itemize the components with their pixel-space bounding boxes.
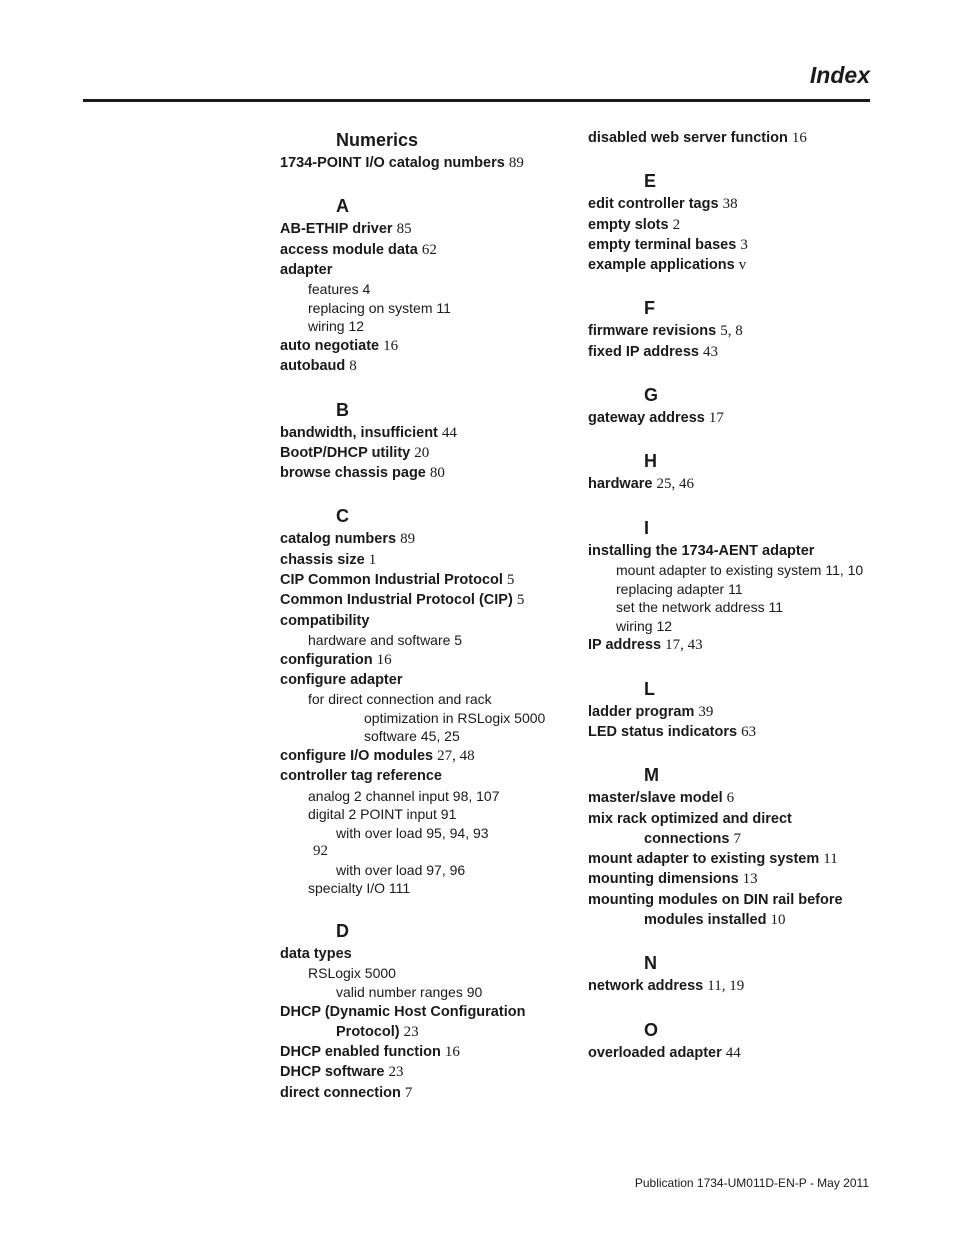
entry-pages: 62: [421, 241, 437, 258]
section-o: [588, 1018, 888, 1063]
index-entry: [588, 321, 888, 341]
entry-pages: 2: [672, 216, 681, 233]
index-entry: [588, 702, 888, 722]
section-g: [588, 383, 888, 428]
index-entry: [280, 153, 570, 173]
entry-pages: 23: [388, 1064, 404, 1081]
index-entry: mix rack optimized and direct: [588, 810, 792, 827]
index-entry: controller tag reference: [280, 768, 442, 785]
entry-term: autobaud: [280, 358, 346, 375]
index-entry: [588, 869, 888, 889]
index-subsubentry: with over load 97, 96: [336, 861, 466, 878]
entry-term: access module data: [280, 241, 418, 258]
section-heading: G: [644, 385, 659, 406]
entry-pages: 20: [414, 444, 430, 461]
index-entry: [280, 219, 570, 239]
entry-pages: 89: [508, 155, 524, 171]
section-n: [588, 951, 888, 996]
index-subentry: features 4: [308, 281, 371, 298]
index-entry: adapter: [280, 261, 333, 278]
entry-pages: 6: [726, 790, 735, 807]
entry-term: fixed IP address: [588, 343, 699, 360]
index-subsubentry: valid number ranges 90: [336, 983, 483, 1000]
entry-pages: 13: [742, 871, 758, 888]
index-entry: mounting modules on DIN rail before: [588, 891, 843, 908]
section-heading: B: [336, 399, 349, 420]
section-d-continued: [588, 128, 888, 148]
section-heading: H: [644, 451, 657, 472]
entry-term: disabled web server function: [588, 130, 788, 146]
entry-pages: 1: [368, 551, 377, 568]
entry-term: empty terminal bases: [588, 236, 737, 253]
index-entry: [588, 342, 888, 362]
entry-pages: 44: [441, 424, 457, 441]
index-entry: [588, 849, 888, 869]
section-l: [588, 677, 888, 743]
section-numerics: [280, 128, 570, 173]
section-e: [588, 169, 888, 275]
section-heading: F: [644, 298, 655, 319]
entry-term: IP address: [588, 637, 662, 654]
entry-term: browse chassis page: [280, 465, 426, 482]
index-entry: [588, 255, 888, 275]
entry-pages: 7: [404, 1084, 413, 1101]
entry-term: master/slave model: [588, 790, 723, 807]
section-heading: C: [336, 506, 349, 527]
entry-term: connections: [644, 830, 730, 847]
index-entry: [588, 788, 888, 808]
index-entry: configure adapter: [280, 671, 403, 688]
section-m: [588, 763, 888, 930]
entry-pages: 5: [516, 592, 525, 609]
index-subentry: RSLogix 5000: [308, 965, 396, 982]
index-entry: DHCP (Dynamic Host Configuration: [280, 1003, 526, 1020]
index-subentry: mount adapter to existing system 11, 10: [616, 561, 864, 578]
entry-pages: 3: [740, 236, 748, 253]
entry-term: configuration: [280, 651, 373, 668]
section-f: [588, 296, 888, 362]
index-entry: [280, 356, 570, 376]
index-subentry: digital 2 POINT input 91: [308, 806, 457, 823]
index-entry: [280, 336, 570, 356]
index-entry: [280, 240, 570, 260]
index-subentry: replacing adapter 11: [616, 580, 743, 597]
entry-pages: 23: [403, 1023, 419, 1040]
entry-pages: 5: [506, 572, 515, 589]
index-entry: [588, 635, 888, 655]
entry-term: Protocol): [336, 1023, 400, 1040]
publication-footer: Publication 1734-UM011D-EN-P - May 2011: [634, 1176, 869, 1190]
index-entry: [280, 423, 570, 443]
section-heading: N: [644, 953, 657, 974]
section-heading: I: [644, 517, 650, 538]
entry-term: chassis size: [280, 551, 365, 568]
index-subentry: hardware and software 5: [308, 631, 463, 648]
index-entry: [588, 215, 888, 235]
page-title: Index: [809, 62, 870, 88]
index-subsubentry-continuation: 92: [313, 843, 328, 860]
index-subentry: specialty I/O 111: [308, 880, 411, 897]
index-entry: [280, 463, 570, 483]
index-entry: [588, 722, 888, 742]
index-entry: [280, 443, 570, 463]
entry-term: direct connection: [280, 1084, 401, 1101]
entry-term: DHCP enabled function: [280, 1044, 441, 1061]
entry-term: example applications: [588, 257, 735, 274]
entry-pages: 63: [741, 723, 757, 740]
index-entry: [588, 194, 888, 214]
entry-term: AB-ETHIP driver: [280, 221, 393, 238]
index-subentry: set the network address 11: [616, 599, 784, 616]
entry-term: CIP Common Industrial Protocol: [280, 572, 503, 589]
index-entry: [280, 570, 570, 590]
entry-term: catalog numbers: [280, 531, 397, 548]
entry-pages: 7: [733, 830, 741, 847]
index-entry: [588, 976, 888, 996]
entry-term: gateway address: [588, 410, 705, 427]
entry-term: modules installed: [644, 912, 767, 929]
index-entry-continuation: [588, 829, 888, 849]
entry-term: firmware revisions: [588, 323, 717, 340]
index-subentry: wiring 12: [308, 318, 365, 335]
section-b: [280, 398, 570, 484]
entry-term: network address: [588, 978, 704, 995]
index-entry: [588, 128, 888, 148]
entry-pages: 16: [791, 130, 807, 146]
entry-pages: 89: [400, 531, 416, 548]
section-heading: L: [644, 678, 655, 699]
entry-pages: 27, 48: [437, 747, 475, 764]
section-heading: D: [336, 921, 349, 942]
entry-pages: v: [738, 257, 747, 274]
section-heading: E: [644, 171, 657, 192]
index-entry: [588, 235, 888, 255]
index-subentry-continuation: software 45, 25: [364, 728, 460, 745]
entry-term: mount adapter to existing system: [588, 851, 820, 868]
entry-pages: 39: [698, 703, 714, 720]
index-subentry: analog 2 channel input 98, 107: [308, 787, 500, 804]
entry-pages: 16: [383, 337, 399, 354]
entry-pages: 38: [722, 196, 738, 213]
entry-term: hardware: [588, 476, 653, 493]
entry-term: Common Industrial Protocol (CIP): [280, 592, 513, 609]
section-c: [280, 504, 570, 898]
entry-term: edit controller tags: [588, 196, 719, 213]
section-d: [280, 919, 570, 1103]
index-subentry: wiring 12: [616, 617, 673, 634]
index-subsubentry: with over load 95, 94, 93: [336, 824, 489, 841]
entry-pages: 16: [444, 1044, 460, 1061]
entry-pages: 25, 46: [656, 476, 695, 493]
entry-term: DHCP software: [280, 1064, 385, 1081]
entry-term: empty slots: [588, 216, 669, 233]
entry-term: BootP/DHCP utility: [280, 444, 411, 461]
index-entry: [280, 746, 570, 766]
index-entry: [588, 1043, 888, 1063]
section-i: [588, 516, 888, 656]
entry-term: 1734-POINT I/O catalog numbers: [280, 155, 505, 171]
entry-term: overloaded adapter: [588, 1044, 722, 1061]
index-entry: data types: [280, 946, 352, 963]
entry-pages: 11, 19: [707, 978, 745, 995]
entry-pages: 44: [725, 1044, 741, 1061]
index-entry: [588, 474, 888, 494]
entry-term: bandwidth, insufficient: [280, 424, 438, 441]
entry-pages: 80: [429, 465, 445, 482]
index-column-right: [588, 128, 888, 1084]
entry-pages: 16: [376, 651, 392, 668]
index-entry-continuation: [588, 910, 888, 930]
entry-pages: 85: [396, 221, 412, 238]
index-subentry-continuation: optimization in RSLogix 5000: [364, 709, 546, 726]
header-rule: [83, 99, 870, 102]
index-entry: [280, 550, 570, 570]
index-subentry: replacing on system 11: [308, 299, 451, 316]
section-heading: A: [336, 196, 349, 217]
entry-pages: 11: [823, 851, 838, 868]
entry-term: ladder program: [588, 703, 695, 720]
entry-term: auto negotiate: [280, 337, 380, 354]
section-heading: M: [644, 765, 659, 786]
index-column-left: [280, 128, 570, 1124]
index-entry: [280, 529, 570, 549]
section-heading: O: [644, 1019, 659, 1040]
index-entry: [280, 1042, 570, 1062]
index-entry: compatibility: [280, 612, 370, 629]
entry-pages: 5, 8: [720, 323, 743, 340]
entry-pages: 17: [708, 410, 724, 427]
entry-pages: 10: [770, 912, 786, 929]
index-entry: [588, 408, 888, 428]
entry-term: mounting dimensions: [588, 871, 739, 888]
entry-pages: 17, 43: [665, 637, 703, 654]
entry-term: configure I/O modules: [280, 747, 434, 764]
index-entry-continuation: [280, 1022, 570, 1042]
section-a: [280, 194, 570, 376]
entry-term: LED status indicators: [588, 723, 738, 740]
index-entry: [280, 650, 570, 670]
entry-pages: 43: [702, 343, 718, 360]
index-entry: installing the 1734-AENT adapter: [588, 542, 815, 559]
index-entry: [280, 590, 570, 610]
index-entry: [280, 1083, 570, 1103]
section-heading: Numerics: [336, 130, 419, 150]
index-entry: [280, 1062, 570, 1082]
section-h: [588, 449, 888, 494]
index-subentry: for direct connection and rack: [308, 691, 492, 708]
entry-pages: 8: [349, 358, 357, 375]
